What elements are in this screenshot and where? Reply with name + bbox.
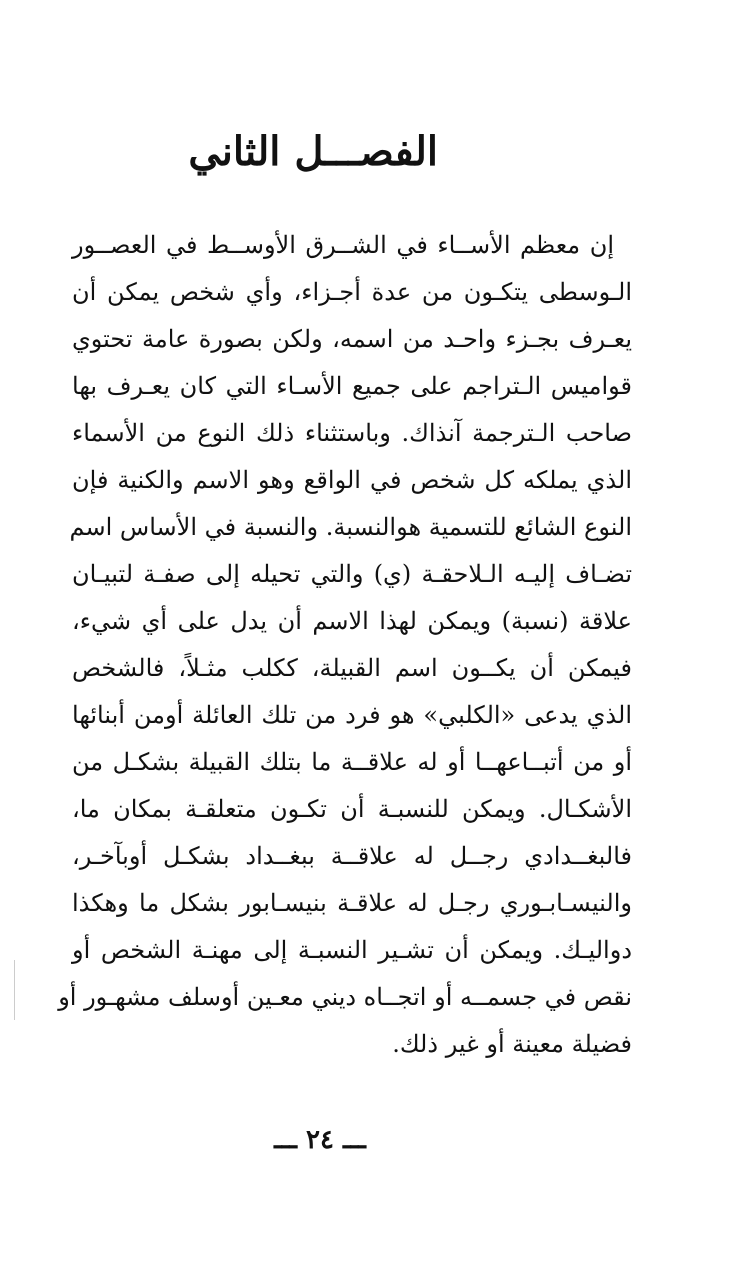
text-line: أو من أتبــاعهــا أو له علاقــة ما بتلك القبيلة بشكـل من [72, 748, 632, 776]
scan-edge-mark [14, 960, 15, 1020]
text-line: فيمكن أن يكــون اسم القبيلة، ككلب مثـلاً، فالشخص [72, 654, 632, 682]
text-line: نقص في جسمــه أو اتجــاه ديني معـين أوسلف مشهـور أو [58, 983, 632, 1011]
text-line: الأشكـال. ويمكن للنسبـة أن تكـون متعلقـة بمكان ما، [72, 795, 632, 823]
text-line: الذي يدعى «الكلبي» هو فرد من تلك العائلة أومن أبنائها [72, 701, 632, 729]
text-line: علاقة (نسبة) ويمكن لهذا الاسم أن يدل على أي شيء، [72, 607, 632, 635]
text-line: إن معظم الأســاء في الشــرق الأوســط في العصــور [72, 231, 614, 259]
text-line: الذي يملكه كل شخص في الواقع وهو الاسم والكنية فإن [72, 466, 632, 494]
text-line: دواليـك. ويمكن أن تشـير النسبـة إلى مهنـة الشخص أو [72, 936, 632, 964]
body-paragraph [58, 222, 632, 1068]
text-line: والنيسـابـوري رجـل له علاقـة بنيسـابور بشكل ما وهكذا [72, 889, 632, 917]
text-line: فضيلة معينة أو غير ذلك. [392, 1030, 632, 1058]
text-line: النوع الشائع للتسمية هوالنسبة. والنسبة في الأساس اسم [69, 513, 632, 541]
text-line: قواميس الـتراجم على جميع الأسـاء التي كان يعـرف بها [72, 372, 632, 400]
text-line: فالبغــدادي رجــل له علاقــة ببغــداد بشكـل أوبآخـر، [72, 842, 632, 870]
page-number: ـــ ٢٤ ـــ [274, 1125, 366, 1155]
text-line: الـوسطى يتكـون من عدة أجـزاء، وأي شخص يمكن أن [72, 278, 632, 306]
text-line: يعـرف بجـزء واحـد من اسمه، ولكن بصورة عامة تحتوي [72, 325, 632, 353]
text-line: تضـاف إليـه الـلاحقـة (ي) والتي تحيله إلى صفـة لتبيـان [72, 560, 632, 588]
text-line: صاحب الـترجمة آنذاك. وباستثناء ذلك النوع من الأسماء [72, 419, 632, 447]
chapter-title: الفصـــل الثاني [188, 128, 438, 175]
